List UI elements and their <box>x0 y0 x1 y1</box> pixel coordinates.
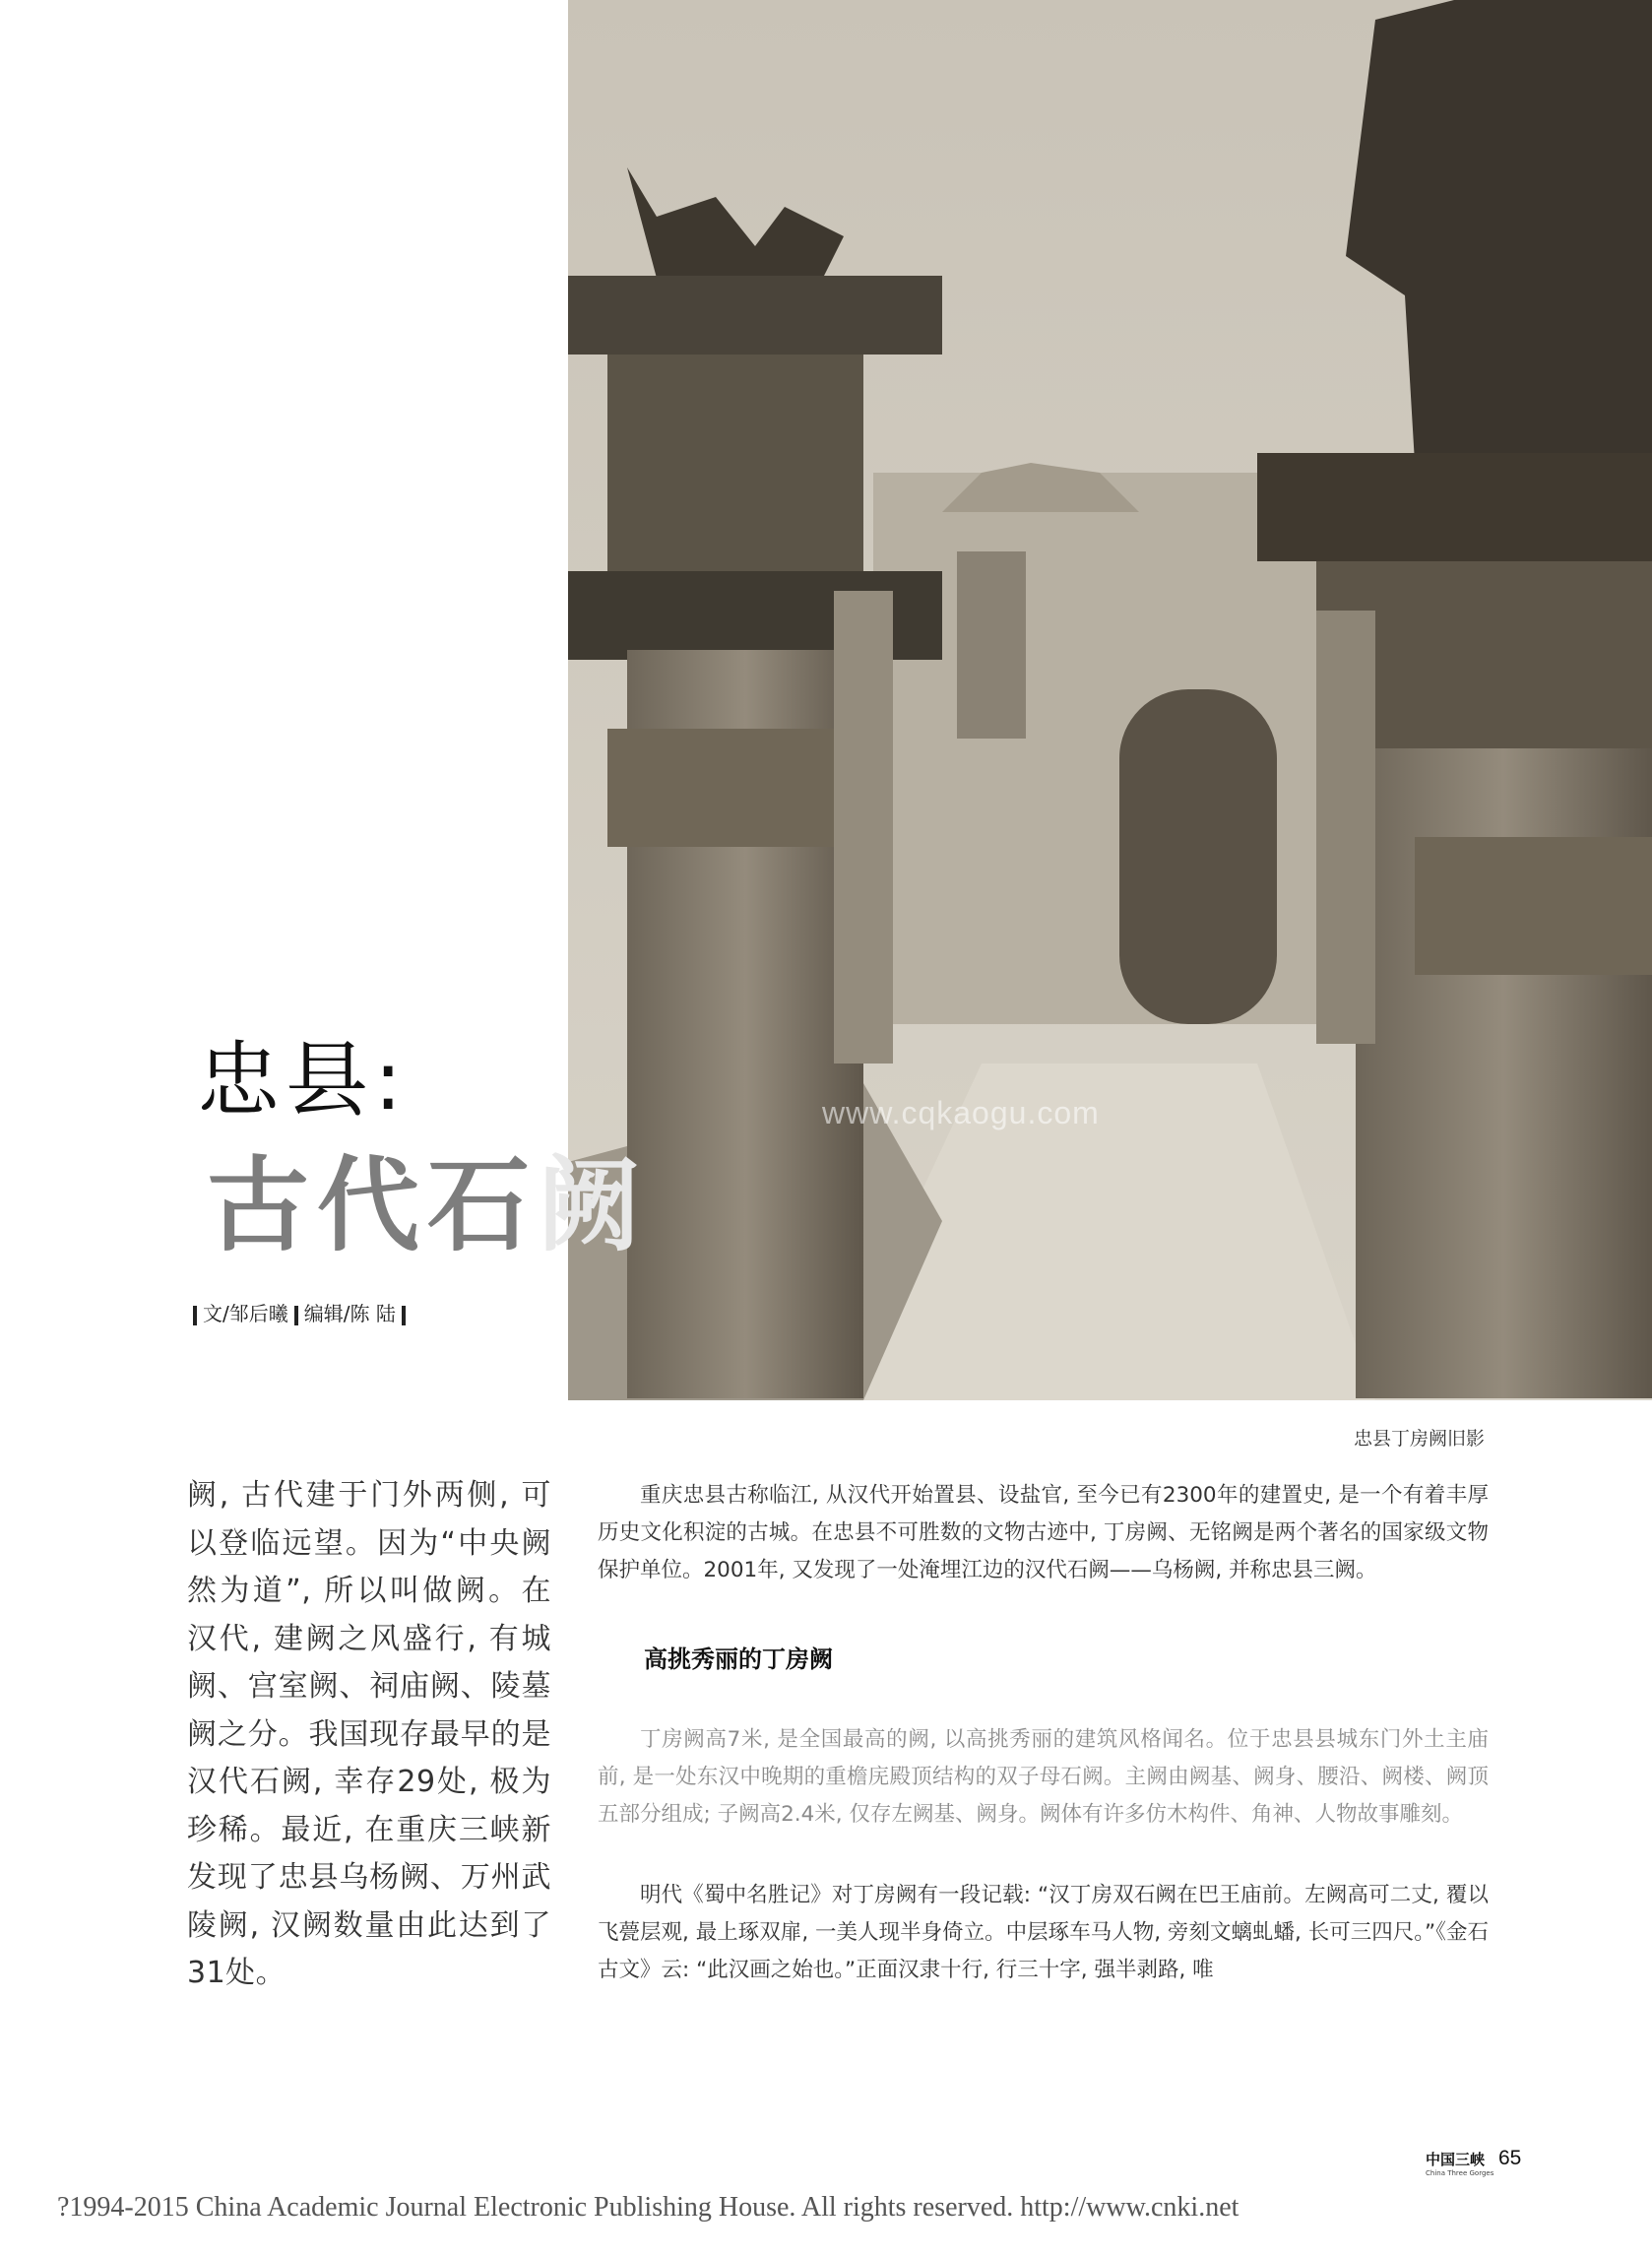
photo-illustration <box>568 0 1652 1400</box>
subtitle-end: 阙 <box>538 1145 649 1265</box>
byline-author: 文/邹后曦 <box>203 1302 288 1325</box>
historic-photo <box>568 0 1652 1400</box>
photo-caption: 忠县丁房阙旧影 <box>1353 1428 1485 1450</box>
intro-paragraph: 重庆忠县古称临江, 从汉代开始置县、设盐官, 至今已有2300年的建置史, 是一个有着丰厚历史文化积淀的古城。在忠县不可胜数的文物古迹中, 丁房阙、无铭阙是两个著名的国家级文物保护单位。2001年, 又发现了一处淹埋江边的汉代石阙——乌杨阙, 并称忠县三阙。 <box>598 1483 1489 1582</box>
byline-bar <box>193 1306 197 1325</box>
byline-bar <box>294 1306 298 1325</box>
page-number: 65 <box>1498 2147 1522 2169</box>
intro-column: 阙, 古代建于门外两侧, 可以登临远望。因为“中央阙然为道”, 所以叫做阙。在汉代, 建阙之风盛行, 有城阙、宫室阙、祠庙阙、陵墓阙之分。我国现存最早的是汉代石阙, 幸存29处, 极为珍稀。最近, 在重庆三峡新发现了忠县乌杨阙、万州武陵阙, 汉阙数量由此达到了31处。 <box>187 1478 551 1990</box>
section-heading: 高挑秀丽的丁房阙 <box>644 1645 833 1673</box>
body-paragraph: 丁房阙高7米, 是全国最高的阙, 以高挑秀丽的建筑风格闻名。位于忠县县城东门外土主庙前, 是一处东汉中晚期的重檐庑殿顶结构的双子母石阙。主阙由阙基、阙身、腰沿、阙楼、阙顶五部分组成; 子阙高2.4米, 仅存左阙基、阙身。阙体有许多仿木构件、角神、人物故事雕刻。 <box>598 1727 1489 1827</box>
watermark: www.cqkaogu.com <box>822 1095 1100 1130</box>
subtitle-main: 古代石 <box>207 1145 539 1265</box>
copyright-line: ?1994-2015 China Academic Journal Electronic Publishing House. All rights reserved. http://www.cnki.net <box>57 2192 1239 2223</box>
article-title: 忠县: <box>197 1032 409 1128</box>
byline-editor: 编辑/陈 陆 <box>303 1302 396 1325</box>
byline <box>187 1298 412 1326</box>
byline-bar <box>402 1306 406 1325</box>
brand-name-en: China Three Gorges <box>1426 2169 1494 2177</box>
article-body <box>598 1477 1489 1989</box>
magazine-brand <box>1426 2149 1493 2177</box>
article-subtitle <box>207 1123 648 1270</box>
body-paragraph: 明代《蜀中名胜记》对丁房阙有一段记载: “汉丁房双石阙在巴王庙前。左阙高可二丈, 覆以飞甍层观, 最上琢双扉, 一美人现半身倚立。中层琢车马人物, 旁刻文螭虬蟠, 长可三四尺。”《金石古文》云: “此汉画之始也。”正面汉隶十行, 行三十字, 强半剥路, 唯 <box>598 1883 1489 1982</box>
brand-name: 中国三峡 <box>1426 2151 1486 2168</box>
